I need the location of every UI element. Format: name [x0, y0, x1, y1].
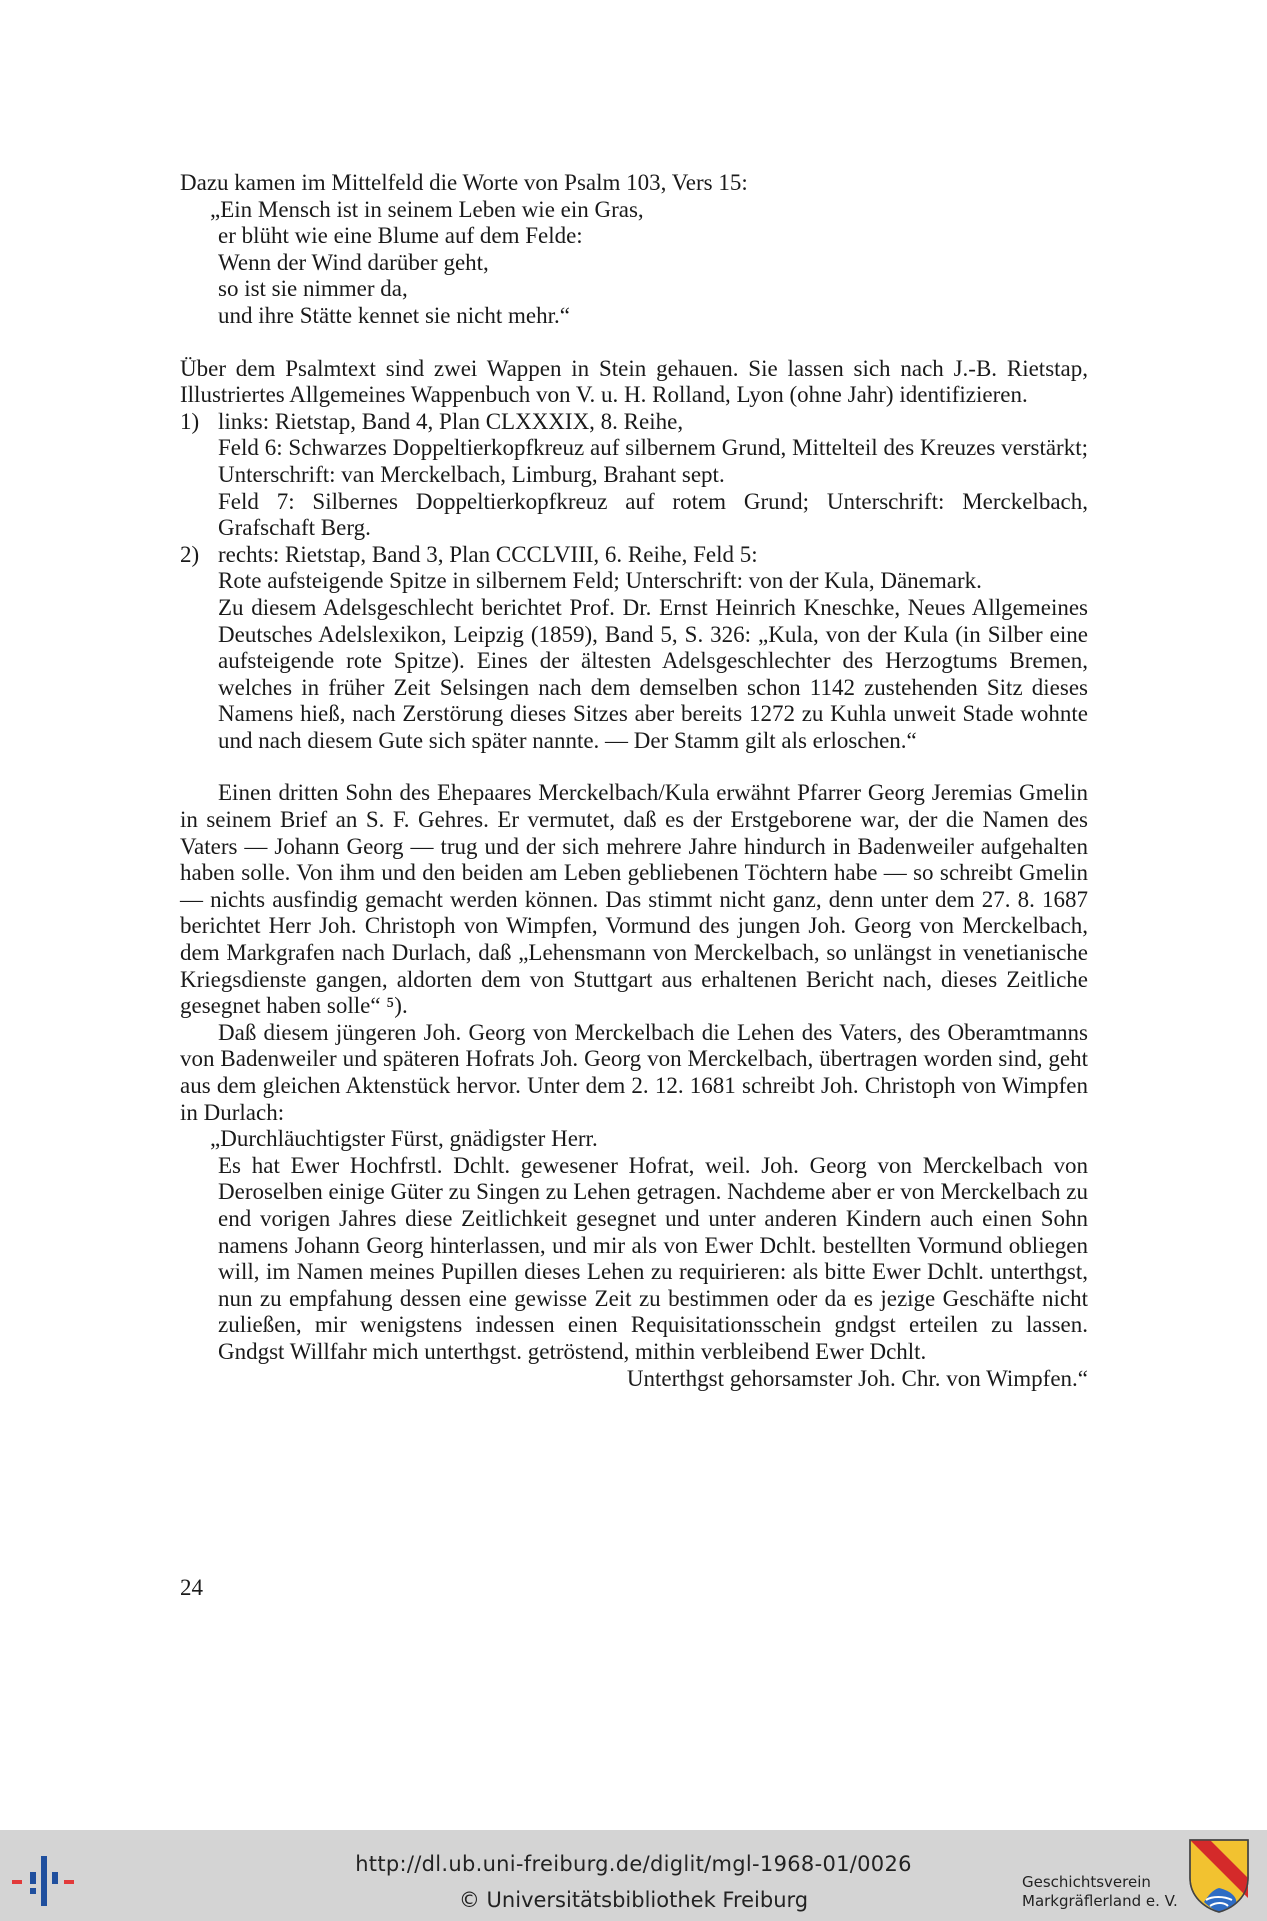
poem [180, 197, 1088, 330]
poem-line: Wenn der Wind darüber geht, [218, 249, 489, 275]
footer-bar [0, 1830, 1267, 1921]
coat-of-arms-icon [1188, 1838, 1250, 1914]
letter-quote [180, 1126, 1088, 1392]
list-paragraph: Zu diesem Adelsgeschlecht berichtet Prof. Dr. Ernst Heinrich Kneschke, Neues Allgemeines Deutsches Adelslexikon, Leipzig (1859), Band 5, S. 326: „Kula, von der Kula (in Silber eine aufsteigende rote Spitze). Eines der ältesten Adelsgeschlechter des Herzogtums Bremen, welches in früher Zeit Selsingen nach dem demselben schon 1142 zustehenden Sitz dieses Namens hieß, nach Zerstörung dieses Sitzes aber bereits 1272 zu Kuhla unweit Stade wohnte und nach diesem Gute sich später nannte. — Der Stamm gilt als erloschen.“ [218, 594, 1088, 753]
lehen-paragraph: Daß diesem jüngeren Joh. Georg von Merckelbach die Lehen des Vaters, des Oberamtmanns von Badenweiler und späteren Hofrats Joh. Georg von Merckelbach, übertragen worden sind, geht aus dem gleichen Aktenstück hervor. Unter dem 2. 12. 1681 schreibt Joh. Christoph von Wimpfen in Durlach: [180, 1019, 1088, 1125]
list-paragraph: Feld 6: Schwarzes Doppeltierkopfkreuz auf silbernem Grund, Mittelteil des Kreuzes verstärkt; Unterschrift: van Merckelbach, Limburg, Brahant sept. [218, 435, 1088, 487]
page-text [180, 170, 1088, 1392]
page-number: 24 [180, 1575, 203, 1600]
poem-intro: Dazu kamen im Mittelfeld die Worte von Psalm 103, Vers 15: [180, 170, 748, 195]
society-name [1022, 1873, 1187, 1911]
society-line: Markgräflerland e. V. [1022, 1892, 1178, 1910]
list-item [180, 542, 1088, 755]
third-son-paragraph: Einen dritten Sohn des Ehepaares Merckelbach/Kula erwähnt Pfarrer Georg Jeremias Gmelin in seinem Brief an S. F. Gehres. Er vermutet, daß es der Erstgeborene war, der die Namen des Vaters — Johann Georg — trug und der sich mehrere Jahre hindurch in Badenweiler aufgehalten haben solle. Von ihm und den beiden am Leben gebliebenen Töchtern habe — so schreibt Gmelin — nichts ausfindig gemacht werden können. Das stimmt nicht ganz, denn unter dem 27. 8. 1687 berichtet Herr Joh. Christoph von Wimpfen, Vormund des jungen Joh. Georg von Merckelbach, dem Markgrafen nach Durlach, daß „Lehensmann von Merckelbach, so unlängst in venetianische Kriegsdienste gangen, aldorten dem von Stuttgart aus erhaltenen Bericht nach, dieses Zeitliche gesegnet haben solle“ ⁵). [180, 780, 1088, 1019]
letter-signature: Unterthgst gehorsamster Joh. Chr. von Wimpfen.“ [626, 1365, 1088, 1391]
letter-salutation: „Durchläuchtigster Fürst, gnädigster Herr. [210, 1126, 598, 1152]
society-line: Geschichtsverein [1022, 1873, 1151, 1891]
list-paragraph: Rote aufsteigende Spitze in silbernem Feld; Unterschrift: von der Kula, Dänemark. [218, 568, 982, 594]
poem-line: so ist sie nimmer da, [218, 276, 408, 302]
wappen-intro-paragraph: Über dem Psalmtext sind zwei Wappen in Stein gehauen. Sie lassen sich nach J.-B. Rietstap, Illustriertes Allgemeines Wappenbuch von V. u. H. Rolland, Lyon (ohne Jahr) identifizieren. [180, 355, 1088, 408]
list-paragraph: Feld 7: Silbernes Doppeltierkopfkreuz auf rotem Grund; Unterschrift: Merckelbach, Grafschaft Berg. [218, 488, 1088, 541]
document-url-link[interactable]: http://dl.ub.uni-freiburg.de/diglit/mgl-1968-01/0026 [355, 1852, 912, 1876]
poem-line: „Ein Mensch ist in seinem Leben wie ein Gras, [210, 196, 644, 222]
list-item [180, 409, 1088, 542]
poem-line: und ihre Stätte kennet sie nicht mehr.“ [218, 302, 570, 328]
list-number: 2) [180, 541, 200, 567]
letter-body: Es hat Ewer Hochfrstl. Dchlt. gewesener Hofrat, weil. Joh. Georg von Merckelbach von Deroselben einige Güter zu Singen zu Lehen getragen. Nachdeme aber er von Merckelbach zu end vorigen Jahres diese Zeitlichkeit gesegnet und unter anderen Kindern auch einen Sohn namens Johann Georg hinterlassen, und mir als von Ewer Dchlt. bestellten Vormund obliegen will, im Namen meines Pupillen dieses Lehen zu requirieren: als bitte Ewer Dchlt. unterthgst, nun zu empfahung dessen eine gewisse Zeit zu bestimmen oder da es jezige Geschäfte nicht zuließen, mir wenigstens indessen einen Requisitationsschein gndgst erteilen zu lassen. Gndgst Willfahr mich unterthgst. getröstend, mithin verbleibend Ewer Dchlt. [218, 1152, 1088, 1364]
list-paragraph: rechts: Rietstap, Band 3, Plan CCCLVIII, 6. Reihe, Feld 5: [218, 541, 758, 567]
list-number: 1) [180, 408, 200, 434]
poem-line: er blüht wie eine Blume auf dem Felde: [218, 223, 583, 249]
list-paragraph: links: Rietstap, Band 4, Plan CLXXXIX, 8. Reihe, [218, 408, 684, 434]
copyright-text: © Universitätsbibliothek Freiburg [458, 1888, 809, 1912]
